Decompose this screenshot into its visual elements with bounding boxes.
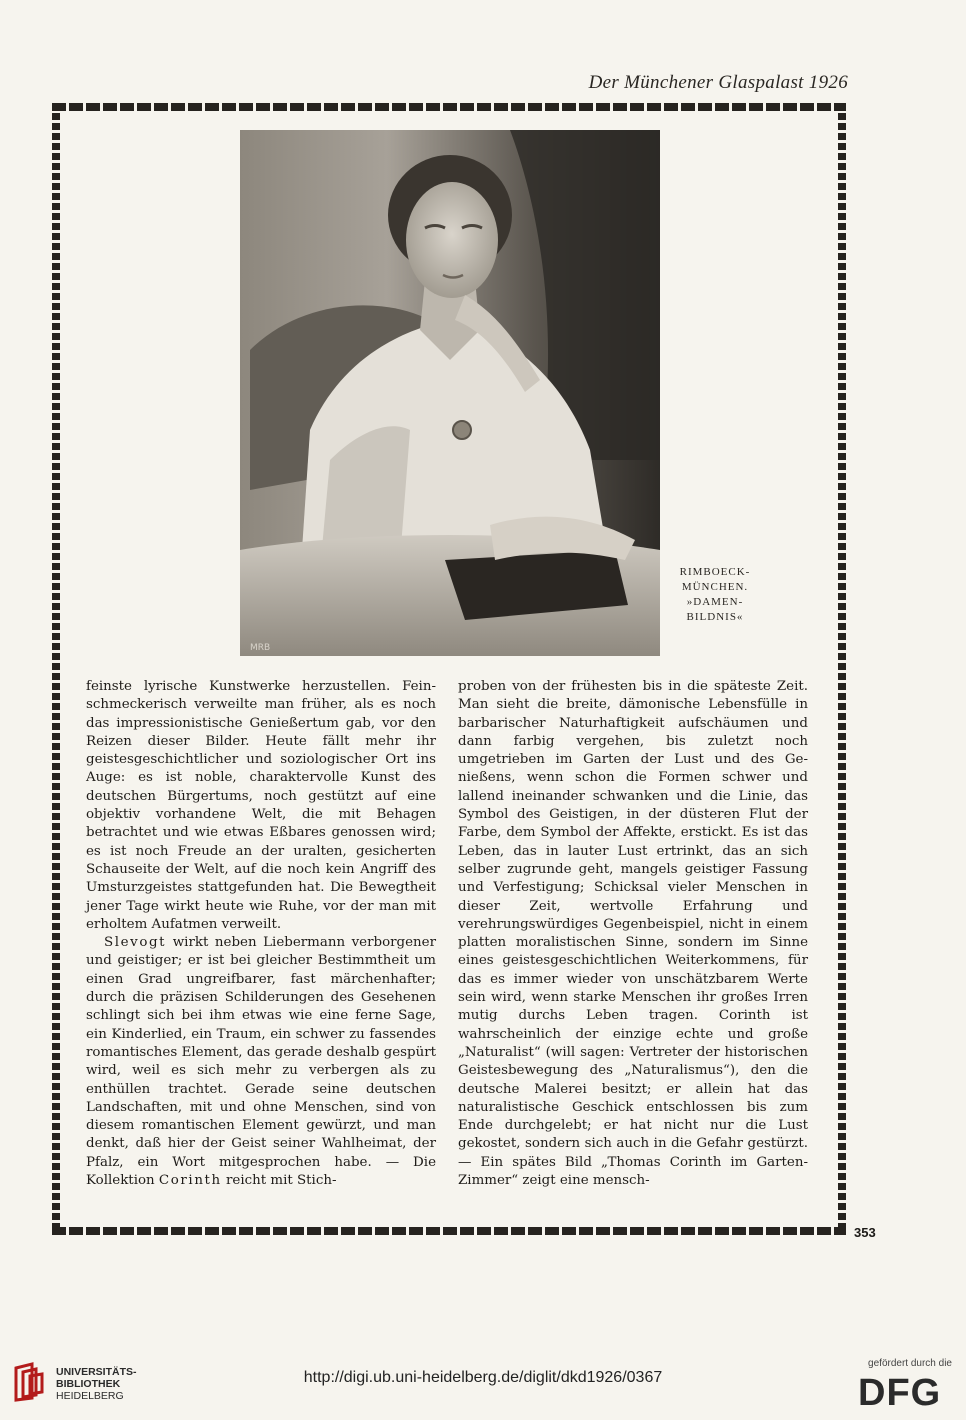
permalink-url[interactable]: http://digi.ub.uni-heidelberg.de/diglit/dkd1926/0367 [303, 1369, 663, 1386]
library-name-line: HEIDELBERG [56, 1390, 124, 1402]
sponsor-label: gefördert durch die [868, 1358, 952, 1369]
paragraph: proben von der frühesten bis in die späteste Zeit. Man sieht die breite, dämonische Lebensfülle in barbarischer Naturhaftigkeit aufschäumen und dann farbig vergehen, bis zuletzt noch umgetrieben im Garten der Lust und des Genießens, wenn schon die Formen schwer und lallend ineinander schwanken und die Linie, das Symbol des Geistigen, in der düsteren Flut der Farbe, dem Symbol der Affekte, erstickt. Es ist das Leben, das in lauter Lust ertrinkt, das an sich selber zugrunde geht, mangels geistiger Fassung und Verfestigung; Schicksal vieler Menschen in dieser Zeit, wertvolle Erfahrung und verehrungswürdiges Gegenbeispiel, nicht in einem platten moralistischen Sinne, sondern im Sinne eines geistesgeschichtlichen Weiterkommens, für das es immer wieder von unschätzbarem Werte sein wird, wenn starke Menschen ihr großes Irren mutig durchs Leben tragen. Corinth ist wahrscheinlich der einzige echte und große „Naturalist“ (will sagen: Vertreter der historischen Geistesbewegung des „Naturalismus“), den die deutsche Malerei besitzt; er allein hat das naturalistische Geschick entschlossen bis zum Ende durchgelebt; er hat nicht nur die Lust gekostet, sondern sich auch in die Gefahr gestürzt. — Ein spätes Bild „Thomas Corinth im Garten-Zimmer“ zeigt eine mensch- [458, 679, 808, 1189]
running-title: Der Münchener Glaspalast 1926 [588, 72, 848, 93]
frame-right [838, 103, 846, 1235]
paragraph-text: reicht mit Stich- [221, 1173, 337, 1189]
frame-left [52, 103, 60, 1235]
frame-bottom [52, 1227, 846, 1235]
figure-caption [670, 565, 760, 625]
painting-monogram: MRB [250, 643, 271, 653]
paragraph [86, 934, 436, 1190]
library-name-line: UNIVERSITÄTS- [56, 1366, 137, 1378]
paragraph: feinste lyrische Kunstwerke herzustellen. Feinschmeckerisch verweilte man früher, als es noch das impressionistische Genießertum gab, vor den Reizen dieser Bilder. Heute fällt mehr ihr geistesgeschichtlicher und soziologischer Ort ins Auge: es ist noble, charaktervolle Kunst des deutschen Bürgertums, noch gestützt auf eine objektiv vorhandene Welt, die mit Behagen betrachtet und wie etwas Eßbares genossen wird; es ist noch Freude an der uralten, gesicherten Schauseite der Welt, auf die noch kein Angriff des Umsturzgeistes stattgefunden hat. Die Bewegtheit jener Tage wirkt heute wie Ruhe, vor der man mit erholtem Aufatmen verweilt. [86, 679, 436, 932]
caption-line: »DAMEN- [686, 596, 744, 608]
artist-name-slevogt: Slevogt [104, 935, 167, 951]
dfg-logo: DFG [858, 1372, 942, 1414]
caption-line: RIMBOECK- [679, 566, 751, 578]
page-number: 353 [854, 1225, 876, 1240]
library-name-line: BIBLIOTHEK [56, 1378, 121, 1390]
caption-line: BILDNIS« [686, 611, 744, 623]
frame-top [52, 103, 846, 111]
paragraph-text: wirkt neben Liebermann verborgener und geistiger; er ist bei gleicher Bestimmtheit um einen Grad ungreifbarer, fast märchenhafter; durch die präzisen Schilderungen des Gesehenen schlingt sich bei ihm etwas wie eine ferne Sage, ein Kinderlied, ein Traum, ein schwer zu fassendes romantisches Element, das gerade deshalb gespürt wird, weil es sich mehr zu verbergen als zu enthüllen trachtet. Gerade seine deutschen Landschaften, mit und ohne Menschen, sind von diesem romantischen Element gewürzt, und man denkt, daß hier der Geist seiner Wahlheimat, der Pfalz, ein Wort mitgesprochen habe. — Die Kollektion [86, 935, 436, 1189]
portrait-painting [240, 130, 660, 656]
text-column-right [458, 678, 808, 1190]
caption-line: MÜNCHEN. [681, 581, 749, 593]
artist-name-corinth: Corinth [158, 1173, 222, 1189]
text-column-left [86, 678, 436, 1190]
